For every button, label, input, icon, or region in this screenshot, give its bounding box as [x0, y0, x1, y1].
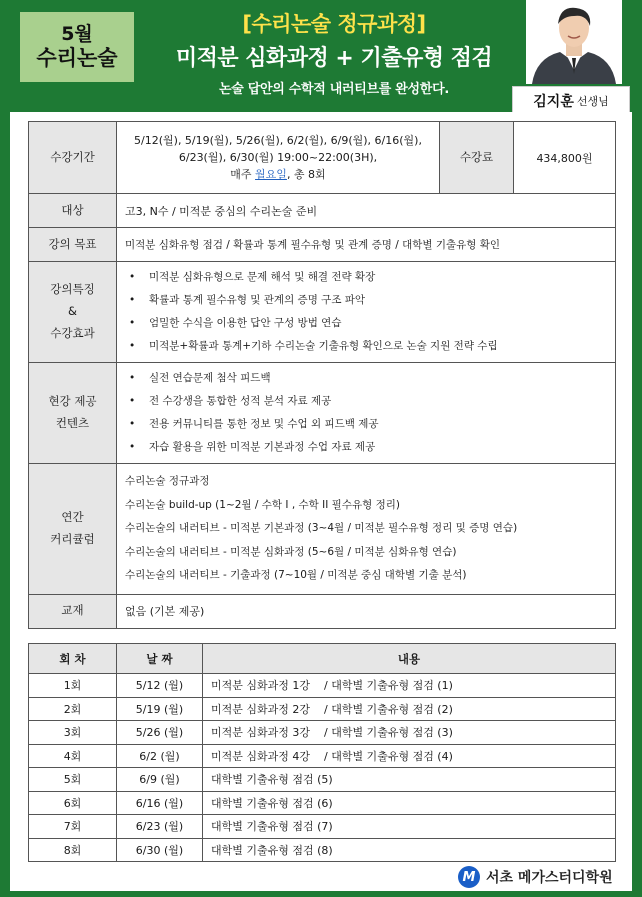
- period-line2: 6/23(월), 6/30(월) 19:00~22:00(3H),: [178, 150, 378, 164]
- features-cell: [117, 262, 616, 363]
- month-badge: [20, 12, 134, 82]
- schedule-date: 6/23 (월): [117, 815, 203, 839]
- list-item: • 미적분+확률과 통계+기하 수리논술 기출유형 확인으로 논술 지원 전략 수립: [125, 335, 607, 358]
- curriculum-row: [29, 464, 616, 595]
- features-list: [125, 262, 607, 362]
- target-label: 대상: [29, 194, 117, 228]
- academy-logo: [458, 864, 628, 890]
- schedule-date: 5/26 (월): [117, 721, 203, 745]
- list-item: 수리논술 build-up (1~2월 / 수학 I , 수학 II 필수유형 정리): [125, 498, 400, 511]
- list-item: 수리논술의 내러티브 - 기출과정 (7~10월 / 미적분 중심 대학별 기출 분석): [125, 569, 467, 581]
- table-row: [29, 744, 616, 768]
- textbook-label: 교재: [29, 594, 117, 628]
- list-item: • 전 수강생을 통합한 성적 분석 자료 제공: [125, 390, 607, 413]
- goal-row: [29, 228, 616, 262]
- schedule-content: 미적분 심화과정 2강 / 대학별 기출유형 점검 (2): [203, 697, 616, 721]
- teacher-name: 김지훈: [533, 94, 574, 110]
- curriculum-label-line2: 커리큘럼: [50, 531, 95, 546]
- schedule-no: 4회: [29, 744, 117, 768]
- course-title-line2: 미적분 심화과정 + 기출유형 점검: [175, 46, 493, 71]
- list-item: • 엄밀한 수식을 이용한 답안 구성 방법 연습: [125, 312, 607, 335]
- header-banner: [0, 0, 642, 112]
- schedule-content: 대학별 기출유형 점검 (5): [203, 768, 616, 792]
- schedule-header-content: 내용: [203, 644, 616, 674]
- contents-list: [125, 363, 607, 463]
- goal-value: 미적분 심화유형 점검 / 확률과 통계 필수유형 및 관계 증명 / 대학별 기출유형 확인: [117, 228, 616, 262]
- teacher-suffix: 선생님: [576, 95, 609, 108]
- target-value: 고3, N수 / 미적분 중심의 수리논술 준비: [117, 194, 616, 228]
- list-item: 수리논술의 내러티브 - 미적분 기본과정 (3~4월 / 미적분 필수유형 정리 및 증명 연습): [125, 522, 518, 534]
- schedule-content: 대학별 기출유형 점검 (8): [203, 838, 616, 862]
- features-label-line1: 강의특징: [50, 282, 95, 297]
- period-value: [117, 122, 440, 194]
- schedule-date: 6/9 (월): [117, 768, 203, 792]
- category-label: 수리논술: [36, 45, 118, 70]
- goal-label: 강의 목표: [29, 228, 117, 262]
- schedule-table: [28, 643, 616, 862]
- schedule-no: 2회: [29, 697, 117, 721]
- course-title-line1: [수리논술 정규과정]: [242, 12, 426, 36]
- schedule-date: 5/12 (월): [117, 674, 203, 698]
- contents-row: [29, 363, 616, 464]
- table-row: [29, 838, 616, 862]
- schedule-date: 5/19 (월): [117, 697, 203, 721]
- period-count: , 총 8회: [286, 168, 326, 182]
- list-item: • 확률과 통계 필수유형 및 관계의 증명 구조 파악: [125, 289, 607, 312]
- textbook-value: 없음 (기본 제공): [117, 594, 616, 628]
- table-row: [29, 768, 616, 792]
- contents-label-line1: 현강 제공: [48, 394, 97, 409]
- schedule-header-row: [29, 644, 616, 674]
- list-item: • 미적분 심화유형으로 문제 해석 및 해결 전략 확장: [125, 266, 607, 289]
- period-line3: [123, 166, 433, 183]
- period-line1: 5/12(월), 5/19(월), 5/26(월), 6/2(월), 6/9(월), 6/16(월),: [134, 133, 422, 147]
- table-row: [29, 697, 616, 721]
- table-row: [29, 674, 616, 698]
- fee-value: 434,800원: [514, 122, 616, 194]
- content-sheet: [10, 112, 632, 891]
- period-weekly-prefix: 매주: [230, 168, 256, 182]
- schedule-no: 3회: [29, 721, 117, 745]
- month-label: 5월: [61, 23, 93, 45]
- schedule-content: 대학별 기출유형 점검 (7): [203, 815, 616, 839]
- curriculum-label: [29, 464, 117, 595]
- schedule-date: 6/30 (월): [117, 838, 203, 862]
- title-block: [140, 8, 528, 97]
- list-item: • 실전 연습문제 첨삭 피드백: [125, 367, 607, 390]
- curriculum-label-line1: 연간: [61, 509, 84, 524]
- schedule-content: 미적분 심화과정 1강 / 대학별 기출유형 점검 (1): [203, 674, 616, 698]
- schedule-header-no: 회 차: [29, 644, 117, 674]
- schedule-content: 대학별 기출유형 점검 (6): [203, 791, 616, 815]
- table-row: [29, 815, 616, 839]
- course-subtitle: 논술 답안의 수학적 내러티브를 완성한다.: [219, 82, 449, 97]
- features-label: [29, 262, 117, 363]
- list-item: 수리논술 정규과정: [125, 475, 210, 487]
- schedule-date: 6/16 (월): [117, 791, 203, 815]
- period-row: [29, 122, 616, 194]
- table-row: [29, 721, 616, 745]
- list-item: 수리논술의 내러티브 - 미적분 심화과정 (5~6월 / 미적분 심화유형 연습): [125, 545, 457, 558]
- target-row: [29, 194, 616, 228]
- contents-label: [29, 363, 117, 464]
- megastudy-logo-icon: M: [458, 866, 480, 888]
- schedule-no: 7회: [29, 815, 117, 839]
- features-row: [29, 262, 616, 363]
- course-info-table: [28, 121, 616, 629]
- fee-label: 수강료: [440, 122, 514, 194]
- academy-name: 서초 메가스터디학원: [486, 870, 613, 886]
- schedule-no: 5회: [29, 768, 117, 792]
- features-label-line2: &: [68, 304, 77, 319]
- schedule-content: 미적분 심화과정 3강 / 대학별 기출유형 점검 (3): [203, 721, 616, 745]
- curriculum-cell: [117, 464, 616, 595]
- schedule-no: 6회: [29, 791, 117, 815]
- schedule-content: 미적분 심화과정 4강 / 대학별 기출유형 점검 (4): [203, 744, 616, 768]
- contents-cell: [117, 363, 616, 464]
- table-row: [29, 791, 616, 815]
- features-label-line3: 수강효과: [50, 325, 95, 340]
- contents-label-line2: 컨텐츠: [55, 416, 90, 430]
- period-weekday: 월요일: [255, 168, 287, 182]
- list-item: • 전용 커뮤니티를 통한 정보 및 수업 외 피드백 제공: [125, 413, 607, 436]
- list-item: • 자습 활용을 위한 미적분 기본과정 수업 자료 제공: [125, 436, 607, 459]
- period-label: 수강기간: [29, 122, 117, 194]
- curriculum-list: [125, 464, 607, 594]
- schedule-header-date: 날 짜: [117, 644, 203, 674]
- schedule-no: 1회: [29, 674, 117, 698]
- textbook-row: [29, 594, 616, 628]
- schedule-no: 8회: [29, 838, 117, 862]
- schedule-date: 6/2 (월): [117, 744, 203, 768]
- teacher-photo: [526, 0, 622, 84]
